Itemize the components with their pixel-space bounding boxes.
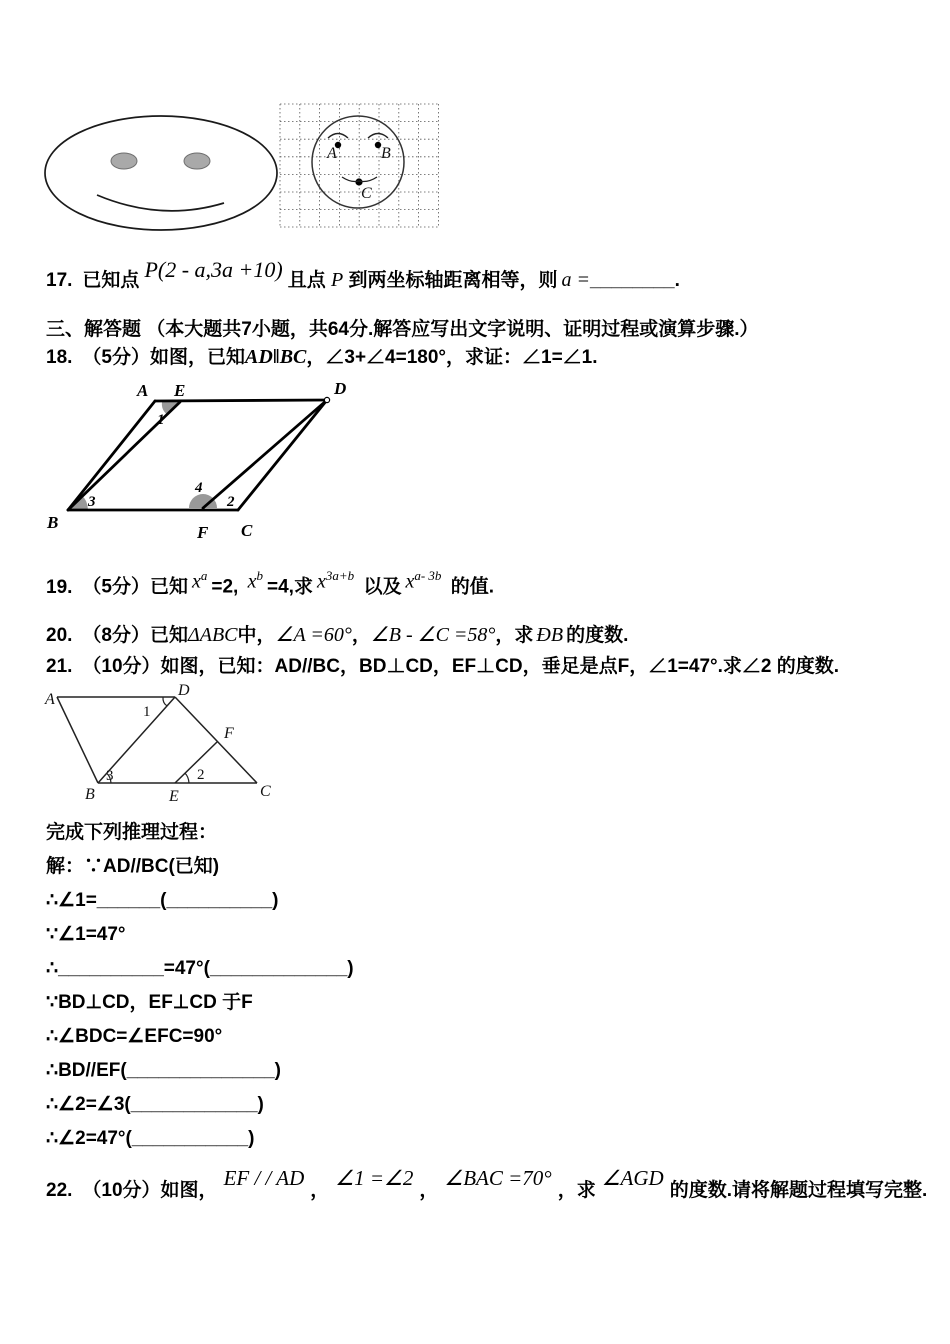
- section-3-header: 三、解答题 （本大题共7小题，共64分.解答应写出文字说明、证明过程或演算步骤.）: [46, 319, 759, 340]
- q21-label-c: C: [260, 783, 271, 800]
- reasoning-line-5: ∵BD⊥CD，EF⊥CD 于F: [46, 992, 253, 1013]
- q22-text-1: （10分）如图，: [82, 1180, 218, 1201]
- q20-number: 20.: [46, 625, 73, 646]
- q17-text-3: 到两坐标轴距离相等，则: [348, 270, 558, 291]
- q20-text-3: ，: [351, 625, 371, 646]
- q22-comma-1: ，: [310, 1180, 330, 1201]
- q19-x-power-a3b: $x^{a- 3b}$: [405, 568, 442, 593]
- q22-angle-equality: ∠1 =∠2: [335, 1166, 414, 1190]
- q18-label-e: E: [174, 381, 186, 400]
- q17-number: 17.: [46, 270, 73, 291]
- q21-label-e: E: [169, 788, 179, 805]
- q21-label-b: B: [85, 786, 95, 803]
- q18-figure-svg: [40, 378, 370, 543]
- q17-text-2: 且点: [287, 270, 326, 291]
- q20-angle-b: ÐB: [536, 624, 564, 646]
- smiley-figure: [40, 100, 450, 241]
- q21-angle-2: 2: [197, 767, 205, 783]
- q21-angle-1: 1: [143, 704, 151, 720]
- q21-label-f: F: [224, 725, 234, 742]
- q17-point-p: P: [331, 269, 344, 291]
- q18-figure: [40, 378, 370, 548]
- q18-label-f: F: [197, 523, 209, 542]
- grid-label-c: C: [361, 185, 372, 202]
- q18-label-c: C: [241, 521, 253, 540]
- q17-answer-blank: ________: [590, 270, 675, 291]
- q18-angle-2: 2: [227, 494, 235, 510]
- q22-angle-bac: ∠BAC =70°: [444, 1166, 552, 1190]
- q21-angle-3: 3: [106, 768, 114, 784]
- right-whisker: [359, 177, 377, 182]
- q18-angle-4: 4: [195, 480, 203, 496]
- q21-label-d: D: [178, 683, 190, 699]
- grid-label-b: B: [381, 145, 391, 162]
- q18-number: 18.: [46, 347, 73, 368]
- q21-number: 21.: [46, 656, 73, 677]
- reasoning-line-6: ∴∠BDC=∠EFC=90°: [46, 1026, 223, 1047]
- question-20: [46, 622, 628, 649]
- big-face-left-eye: [111, 153, 137, 169]
- question-21: [46, 654, 839, 680]
- smiley-figure-svg: [40, 100, 450, 236]
- q19-x-power-3ab: $x^{3a+b}$: [316, 568, 355, 593]
- q17-text-1: 已知点: [82, 270, 140, 291]
- q18-label-a: A: [137, 381, 149, 400]
- q18-text-1: （5分）如图，已知: [82, 347, 245, 368]
- q21-label-a: A: [45, 691, 55, 708]
- q19-text-2: 求: [293, 576, 313, 598]
- reasoning-line-8: ∴∠2=∠3(____________): [46, 1094, 264, 1115]
- q18-angle-3: 3: [88, 494, 96, 510]
- q20-text-5: 的度数.: [566, 625, 629, 646]
- reasoning-line-2: ∴∠1=______(__________): [46, 890, 279, 911]
- q20-angle-b-minus-c: ∠B - ∠C =58°: [370, 624, 496, 646]
- q19-number: 19.: [46, 576, 73, 598]
- q20-angle-a: ∠A =60°: [275, 624, 352, 646]
- q18-text-2: ，∠3+∠4=180°，求证：∠1=∠1.: [306, 347, 598, 368]
- q20-triangle-abc: ΔABC: [188, 624, 238, 646]
- question-18: [46, 344, 598, 371]
- q21-figure: [40, 683, 290, 813]
- q22-comma-2: ，: [419, 1180, 439, 1201]
- grid-face-outline: [312, 116, 404, 208]
- q22-text-3: 的度数.请将解题过程填写完整.: [669, 1180, 928, 1201]
- q20-text-4: ，求: [495, 625, 534, 646]
- q18-label-d: D: [334, 379, 347, 398]
- q20-text-2: 中，: [237, 625, 276, 646]
- q19-text-4: 的值.: [450, 576, 494, 598]
- big-face-right-eye: [184, 153, 210, 169]
- reasoning-line-9: ∴∠2=47°(___________): [46, 1128, 255, 1149]
- q21-figure-svg: [40, 683, 290, 808]
- question-22: [46, 1166, 928, 1204]
- q18-angle-1: 1: [157, 412, 165, 428]
- q19-equals-4: =4,: [267, 576, 294, 598]
- q17-period: .: [674, 270, 680, 291]
- q19-x-power-a: $x^a$: [192, 568, 208, 593]
- q18-parallel-statement: AD‖BC: [245, 346, 307, 368]
- vertex-d-circle: [324, 397, 329, 402]
- q17-a-equals: a =: [561, 269, 591, 291]
- big-face-smile: [97, 195, 224, 211]
- reasoning-intro: 完成下列推理过程：: [46, 822, 218, 843]
- q18-label-b: B: [47, 513, 59, 532]
- left-whisker: [342, 177, 359, 182]
- q19-equals-2: =2,: [211, 576, 239, 598]
- question-19: [46, 568, 494, 601]
- question-17: [46, 257, 680, 294]
- q19-x-power-b: $x^b$: [247, 568, 264, 593]
- reasoning-line-4: ∴__________=47°(_____________): [46, 958, 354, 979]
- right-eyebrow: [368, 134, 388, 139]
- reasoning-line-3: ∵∠1=47°: [46, 924, 126, 945]
- q22-parallel-statement: EF / / AD: [223, 1166, 305, 1190]
- reasoning-line-7: ∴BD//EF(______________): [46, 1060, 281, 1081]
- q22-number: 22.: [46, 1180, 73, 1201]
- q20-text-1: （8分）已知: [82, 625, 188, 646]
- q17-point-expression: P(2 - a,3a +10): [144, 257, 283, 282]
- q19-text-1: （5分）已知: [82, 576, 188, 598]
- big-face-outline: [45, 116, 277, 230]
- q21-text-1: （10分）如图，已知：AD//BC，BD⊥CD，EF⊥CD，垂足是点F，∠1=47°.求∠2 的度数.: [82, 656, 840, 677]
- grid-label-a: A: [327, 145, 337, 162]
- q22-text-2: ，求: [557, 1180, 596, 1201]
- q19-text-3: 以及: [363, 576, 402, 598]
- left-eyebrow: [328, 134, 348, 139]
- q22-angle-agd: ∠AGD: [601, 1166, 664, 1190]
- reasoning-line-1: 解：∵AD//BC(已知): [46, 856, 220, 877]
